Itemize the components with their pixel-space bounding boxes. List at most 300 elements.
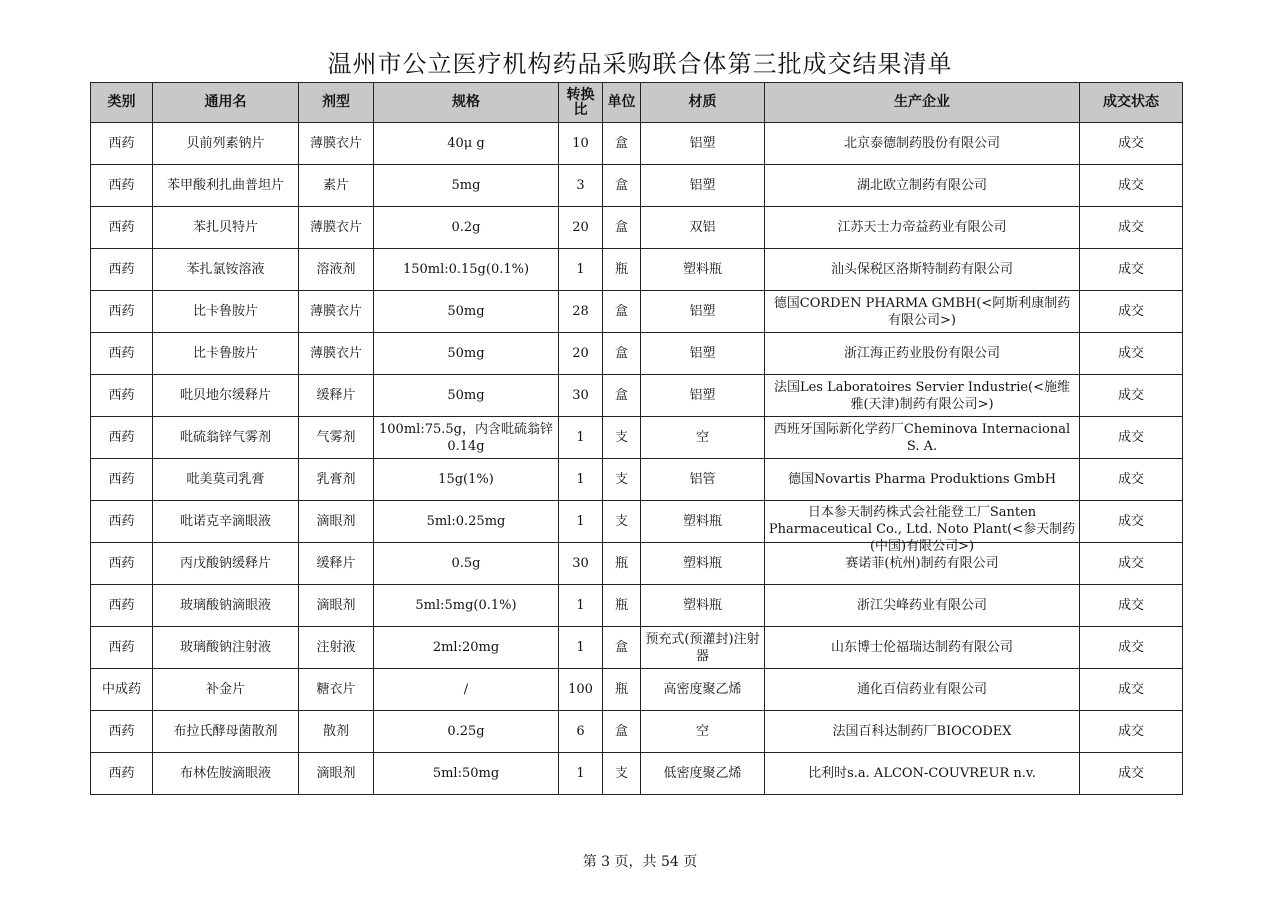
cell-name-text: 丙戊酸钠缓释片	[179, 556, 271, 571]
cell-unit-text: 盒	[614, 178, 628, 193]
cell-status	[1080, 501, 1183, 543]
cell-name-text: 苯扎氯铵溶液	[186, 262, 265, 277]
cell-ratio-text: 1	[576, 472, 585, 487]
cell-unit-text: 瓶	[614, 682, 628, 697]
cell-spec	[374, 207, 559, 249]
cell-form	[299, 669, 374, 711]
cell-form-text: 乳膏剂	[316, 472, 356, 487]
cell-ratio	[559, 501, 603, 543]
cell-company	[765, 165, 1080, 207]
cell-company-text: 法国百科达制药厂BIOCODEX	[832, 724, 1012, 739]
cell-company-text: 北京泰德制药股份有限公司	[843, 136, 1000, 151]
cell-form-text: 素片	[322, 178, 349, 193]
cell-status-text: 成交	[1117, 304, 1144, 319]
cell-form-text: 薄膜衣片	[309, 346, 362, 361]
cell-ratio-text: 1	[576, 262, 585, 277]
cell-category-text: 西药	[108, 556, 135, 571]
cell-category	[91, 627, 153, 669]
cell-company-text: 比利时s.a. ALCON-COUVREUR n.v.	[808, 766, 1036, 781]
header-company: 生产企业	[765, 83, 1080, 123]
cell-material	[641, 165, 765, 207]
cell-form-text: 散剂	[322, 724, 349, 739]
cell-unit	[603, 333, 641, 375]
table-row	[91, 585, 1183, 627]
cell-company	[765, 207, 1080, 249]
cell-unit-text: 支	[614, 472, 628, 487]
table-row	[91, 753, 1183, 795]
header-name: 通用名	[153, 83, 299, 123]
cell-company	[765, 501, 1080, 554]
cell-company-text: 赛诺菲(杭州)制药有限公司	[845, 556, 999, 571]
cell-category-text: 西药	[108, 724, 135, 739]
table-row	[91, 627, 1183, 669]
cell-material	[641, 207, 765, 249]
cell-status	[1080, 711, 1183, 753]
cell-category	[91, 375, 153, 417]
cell-status-text: 成交	[1117, 262, 1144, 277]
cell-unit	[603, 123, 641, 165]
cell-ratio-text: 28	[572, 304, 589, 319]
cell-spec-text: 5mg	[451, 178, 481, 193]
cell-category-text: 西药	[108, 178, 135, 193]
cell-name	[153, 249, 299, 291]
cell-spec-text: 0.5g	[451, 556, 481, 571]
cell-unit-text: 盒	[614, 136, 628, 151]
cell-category-text: 西药	[108, 598, 135, 613]
cell-name-text: 吡美莫司乳膏	[186, 472, 265, 487]
cell-material-text: 空	[695, 724, 709, 739]
cell-category-text: 西药	[108, 220, 135, 235]
cell-spec-text: 50mg	[447, 346, 485, 361]
cell-company-text: 湖北欧立制药有限公司	[856, 178, 987, 193]
cell-unit-text: 支	[614, 766, 628, 781]
cell-category	[91, 165, 153, 207]
cell-spec	[374, 417, 559, 459]
header-form: 剂型	[299, 83, 374, 123]
cell-form	[299, 165, 374, 207]
cell-company	[765, 627, 1080, 669]
cell-status-text: 成交	[1117, 682, 1144, 697]
table-row	[91, 207, 1183, 249]
cell-unit-text: 盒	[614, 346, 628, 361]
cell-spec	[374, 249, 559, 291]
cell-category	[91, 291, 153, 333]
cell-company-text: 德国CORDEN PHARMA GMBH(<阿斯利康制药有限公司>)	[773, 295, 1071, 328]
cell-status-text: 成交	[1117, 598, 1144, 613]
cell-spec-text: 50mg	[447, 304, 485, 319]
cell-category	[91, 711, 153, 753]
cell-material-text: 高密度聚乙烯	[663, 682, 742, 697]
cell-unit	[603, 459, 641, 501]
cell-form-text: 薄膜衣片	[309, 136, 362, 151]
cell-ratio	[559, 417, 603, 459]
cell-material	[641, 123, 765, 165]
cell-spec-text: 150ml:0.15g(0.1%)	[402, 262, 530, 277]
cell-material-text: 塑料瓶	[682, 556, 722, 571]
cell-name	[153, 291, 299, 333]
cell-unit	[603, 165, 641, 207]
cell-material-text: 铝塑	[689, 388, 716, 403]
cell-category-text: 西药	[108, 262, 135, 277]
cell-spec-text: 0.2g	[451, 220, 481, 235]
cell-status-text: 成交	[1117, 220, 1144, 235]
cell-name-text: 贝前列素钠片	[186, 136, 265, 151]
cell-category-text: 西药	[108, 640, 135, 655]
cell-unit	[603, 543, 641, 585]
cell-unit	[603, 753, 641, 795]
cell-spec-text: 50mg	[447, 388, 485, 403]
cell-category	[91, 669, 153, 711]
cell-category-text: 西药	[108, 346, 135, 361]
cell-company-text: 江苏天士力帝益药业有限公司	[837, 220, 1007, 235]
cell-status	[1080, 375, 1183, 417]
cell-status-text: 成交	[1117, 472, 1144, 487]
cell-ratio	[559, 711, 603, 753]
cell-name-text: 吡硫翁锌气雾剂	[179, 430, 271, 445]
cell-unit	[603, 207, 641, 249]
cell-status-text: 成交	[1117, 388, 1144, 403]
cell-spec	[374, 375, 559, 417]
cell-material	[641, 711, 765, 753]
cell-company	[765, 459, 1080, 501]
table-row	[91, 291, 1183, 333]
cell-material	[641, 459, 765, 501]
cell-material-text: 双铝	[689, 220, 716, 235]
cell-ratio	[559, 459, 603, 501]
cell-material-text: 铝塑	[689, 136, 716, 151]
cell-status	[1080, 207, 1183, 249]
table-row	[91, 711, 1183, 753]
cell-unit	[603, 417, 641, 459]
cell-category-text: 中成药	[101, 682, 141, 697]
table-row	[91, 543, 1183, 585]
cell-ratio-text: 3	[576, 178, 585, 193]
cell-form	[299, 417, 374, 459]
cell-status	[1080, 333, 1183, 375]
cell-spec	[374, 543, 559, 585]
table-header-row	[91, 83, 1183, 123]
cell-spec	[374, 669, 559, 711]
cell-material-text: 铝管	[689, 472, 716, 487]
cell-ratio-text: 1	[576, 430, 585, 445]
cell-spec	[374, 501, 559, 543]
cell-status-text: 成交	[1117, 514, 1144, 529]
cell-name	[153, 417, 299, 459]
cell-ratio-text: 1	[576, 766, 585, 781]
cell-form-text: 注射液	[316, 640, 356, 655]
cell-status	[1080, 459, 1183, 501]
cell-name	[153, 333, 299, 375]
table-row	[91, 123, 1183, 165]
cell-material	[641, 291, 765, 333]
cell-unit	[603, 375, 641, 417]
cell-ratio	[559, 165, 603, 207]
cell-material-text: 铝塑	[689, 346, 716, 361]
cell-category-text: 西药	[108, 766, 135, 781]
cell-spec	[374, 711, 559, 753]
cell-name	[153, 165, 299, 207]
cell-ratio	[559, 207, 603, 249]
cell-spec	[374, 585, 559, 627]
cell-company-text: 浙江尖峰药业有限公司	[856, 598, 987, 613]
cell-spec	[374, 627, 559, 669]
cell-form	[299, 333, 374, 375]
cell-spec-text: 2ml:20mg	[432, 640, 500, 655]
cell-company	[765, 249, 1080, 291]
cell-status-text: 成交	[1117, 640, 1144, 655]
cell-company	[765, 375, 1080, 417]
cell-form	[299, 249, 374, 291]
cell-company-text: 法国Les Laboratoires Servier Industrie(<施维雅(天津)制药有限公司>)	[773, 379, 1071, 412]
cell-ratio-text: 1	[576, 640, 585, 655]
cell-spec	[374, 333, 559, 375]
cell-ratio-text: 100	[568, 682, 593, 697]
cell-spec-text: 5ml:5mg(0.1%)	[415, 598, 517, 613]
cell-name-text: 玻璃酸钠滴眼液	[179, 598, 271, 613]
cell-category	[91, 459, 153, 501]
cell-ratio	[559, 627, 603, 669]
cell-unit	[603, 585, 641, 627]
cell-material	[641, 249, 765, 291]
cell-status	[1080, 669, 1183, 711]
cell-company	[765, 123, 1080, 165]
cell-ratio-text: 30	[572, 388, 589, 403]
cell-ratio-text: 10	[572, 136, 589, 151]
cell-unit-text: 盒	[614, 388, 628, 403]
cell-form	[299, 585, 374, 627]
cell-material	[641, 585, 765, 627]
cell-category	[91, 123, 153, 165]
cell-name	[153, 627, 299, 669]
cell-material-text: 空	[695, 430, 709, 445]
cell-form	[299, 543, 374, 585]
cell-company-text: 山东博士伦福瑞达制药有限公司	[830, 640, 1013, 655]
cell-company-text: 西班牙国际新化学药厂Cheminova Internacional S. A.	[773, 421, 1071, 454]
cell-spec-text: 0.25g	[447, 724, 485, 739]
cell-company	[765, 333, 1080, 375]
cell-unit	[603, 627, 641, 669]
cell-unit	[603, 249, 641, 291]
page-number: 第 3 页，共 54 页	[582, 854, 698, 870]
table-row	[91, 669, 1183, 711]
header-category: 类别	[91, 83, 153, 123]
cell-name-text: 补金片	[205, 682, 245, 697]
cell-form-text: 溶液剂	[316, 262, 356, 277]
cell-ratio	[559, 585, 603, 627]
cell-category	[91, 501, 153, 543]
cell-ratio	[559, 123, 603, 165]
cell-material	[641, 753, 765, 795]
cell-form-text: 滴眼剂	[316, 598, 356, 613]
cell-category	[91, 207, 153, 249]
table-row	[91, 501, 1183, 543]
table-row	[91, 165, 1183, 207]
cell-status	[1080, 753, 1183, 795]
cell-ratio	[559, 375, 603, 417]
cell-status-text: 成交	[1117, 556, 1144, 571]
cell-material-text: 塑料瓶	[682, 262, 722, 277]
cell-material	[641, 501, 765, 543]
cell-unit	[603, 501, 641, 543]
cell-ratio-text: 1	[576, 514, 585, 529]
cell-ratio-text: 6	[576, 724, 585, 739]
cell-material	[641, 375, 765, 417]
cell-ratio	[559, 249, 603, 291]
cell-category	[91, 753, 153, 795]
cell-ratio	[559, 543, 603, 585]
cell-category-text: 西药	[108, 304, 135, 319]
cell-name	[153, 543, 299, 585]
header-unit: 单位	[603, 83, 641, 123]
results-table	[90, 82, 1183, 795]
cell-form-text: 气雾剂	[316, 430, 356, 445]
header-material: 材质	[641, 83, 765, 123]
cell-category	[91, 417, 153, 459]
cell-unit	[603, 669, 641, 711]
cell-form	[299, 207, 374, 249]
cell-spec	[374, 123, 559, 165]
cell-material	[641, 627, 765, 669]
cell-category-text: 西药	[108, 136, 135, 151]
table-row	[91, 375, 1183, 417]
cell-company-text: 浙江海正药业股份有限公司	[843, 346, 1000, 361]
cell-company-text: 汕头保税区洛斯特制药有限公司	[830, 262, 1013, 277]
cell-spec-text: 40μ g	[447, 136, 485, 151]
cell-form	[299, 753, 374, 795]
cell-company	[765, 711, 1080, 753]
cell-status-text: 成交	[1117, 178, 1144, 193]
cell-ratio	[559, 753, 603, 795]
table-row	[91, 333, 1183, 375]
cell-name-text: 布拉氏酵母菌散剂	[173, 724, 278, 739]
cell-unit-text: 瓶	[614, 598, 628, 613]
table-row	[91, 459, 1183, 501]
cell-unit-text: 盒	[614, 724, 628, 739]
cell-material	[641, 669, 765, 711]
cell-ratio-text: 20	[572, 220, 589, 235]
cell-spec-text: 5ml:50mg	[432, 766, 500, 781]
cell-name	[153, 669, 299, 711]
cell-unit-text: 支	[614, 514, 628, 529]
cell-company-text: 日本参天制药株式会社能登工厂Santen Pharmaceutical Co., Ltd. Noto Plant(<参天制药(中国)有限公司>)	[768, 504, 1076, 554]
cell-unit-text: 盒	[614, 220, 628, 235]
cell-status	[1080, 249, 1183, 291]
cell-material-text: 低密度聚乙烯	[663, 766, 742, 781]
cell-name	[153, 207, 299, 249]
cell-unit	[603, 711, 641, 753]
table-row	[91, 249, 1183, 291]
cell-category	[91, 333, 153, 375]
cell-name-text: 比卡鲁胺片	[192, 346, 258, 361]
cell-unit-text: 盒	[614, 304, 628, 319]
cell-category-text: 西药	[108, 514, 135, 529]
cell-ratio	[559, 333, 603, 375]
cell-status-text: 成交	[1117, 430, 1144, 445]
cell-status	[1080, 165, 1183, 207]
cell-name	[153, 501, 299, 543]
cell-material	[641, 417, 765, 459]
cell-status	[1080, 291, 1183, 333]
cell-form-text: 薄膜衣片	[309, 304, 362, 319]
cell-category-text: 西药	[108, 388, 135, 403]
cell-name-text: 吡贝地尔缓释片	[179, 388, 271, 403]
cell-form	[299, 501, 374, 543]
cell-name	[153, 375, 299, 417]
cell-form	[299, 291, 374, 333]
cell-status	[1080, 543, 1183, 585]
cell-name	[153, 753, 299, 795]
cell-status	[1080, 417, 1183, 459]
cell-form	[299, 459, 374, 501]
header-ratio: 转换比	[559, 83, 603, 123]
cell-spec-text: 5ml:0.25mg	[426, 514, 506, 529]
cell-name-text: 比卡鲁胺片	[192, 304, 258, 319]
cell-status	[1080, 585, 1183, 627]
cell-company-text: 通化百信药业有限公司	[856, 682, 987, 697]
cell-name-text: 苯扎贝特片	[192, 220, 258, 235]
cell-form	[299, 375, 374, 417]
cell-material-text: 预充式(预灌封)注射器	[645, 631, 760, 664]
cell-company	[765, 669, 1080, 711]
cell-company-text: 德国Novartis Pharma Produktions GmbH	[787, 472, 1057, 487]
cell-status-text: 成交	[1117, 724, 1144, 739]
cell-spec	[374, 753, 559, 795]
cell-company	[765, 585, 1080, 627]
cell-status-text: 成交	[1117, 136, 1144, 151]
cell-status	[1080, 627, 1183, 669]
cell-ratio-text: 20	[572, 346, 589, 361]
cell-unit-text: 盒	[614, 640, 628, 655]
cell-ratio	[559, 669, 603, 711]
cell-ratio	[559, 291, 603, 333]
cell-name	[153, 123, 299, 165]
header-status: 成交状态	[1080, 83, 1183, 123]
cell-company	[765, 753, 1080, 795]
cell-category-text: 西药	[108, 430, 135, 445]
cell-material-text: 塑料瓶	[682, 514, 722, 529]
cell-ratio-text: 30	[572, 556, 589, 571]
cell-name-text: 布林佐胺滴眼液	[179, 766, 271, 781]
cell-form-text: 糖衣片	[316, 682, 356, 697]
cell-spec	[374, 291, 559, 333]
cell-form-text: 薄膜衣片	[309, 220, 362, 235]
cell-category	[91, 543, 153, 585]
cell-spec	[374, 165, 559, 207]
cell-material	[641, 333, 765, 375]
document-title: 温州市公立医疗机构药品采购联合体第三批成交结果清单	[327, 50, 953, 78]
cell-category-text: 西药	[108, 472, 135, 487]
cell-material-text: 塑料瓶	[682, 598, 722, 613]
cell-form	[299, 711, 374, 753]
cell-category	[91, 249, 153, 291]
table-row	[91, 417, 1183, 459]
cell-status-text: 成交	[1117, 766, 1144, 781]
cell-unit	[603, 291, 641, 333]
cell-name	[153, 711, 299, 753]
cell-spec-text: 15g(1%)	[438, 472, 494, 487]
cell-category	[91, 585, 153, 627]
cell-unit-text: 瓶	[614, 556, 628, 571]
cell-form-text: 缓释片	[316, 388, 356, 403]
cell-name-text: 吡诺克辛滴眼液	[179, 514, 271, 529]
cell-form	[299, 123, 374, 165]
cell-unit-text: 支	[614, 430, 628, 445]
cell-material-text: 铝塑	[689, 178, 716, 193]
cell-ratio-text: 1	[576, 598, 585, 613]
cell-name	[153, 585, 299, 627]
cell-spec-text: /	[463, 682, 469, 697]
cell-name-text: 玻璃酸钠注射液	[179, 640, 271, 655]
